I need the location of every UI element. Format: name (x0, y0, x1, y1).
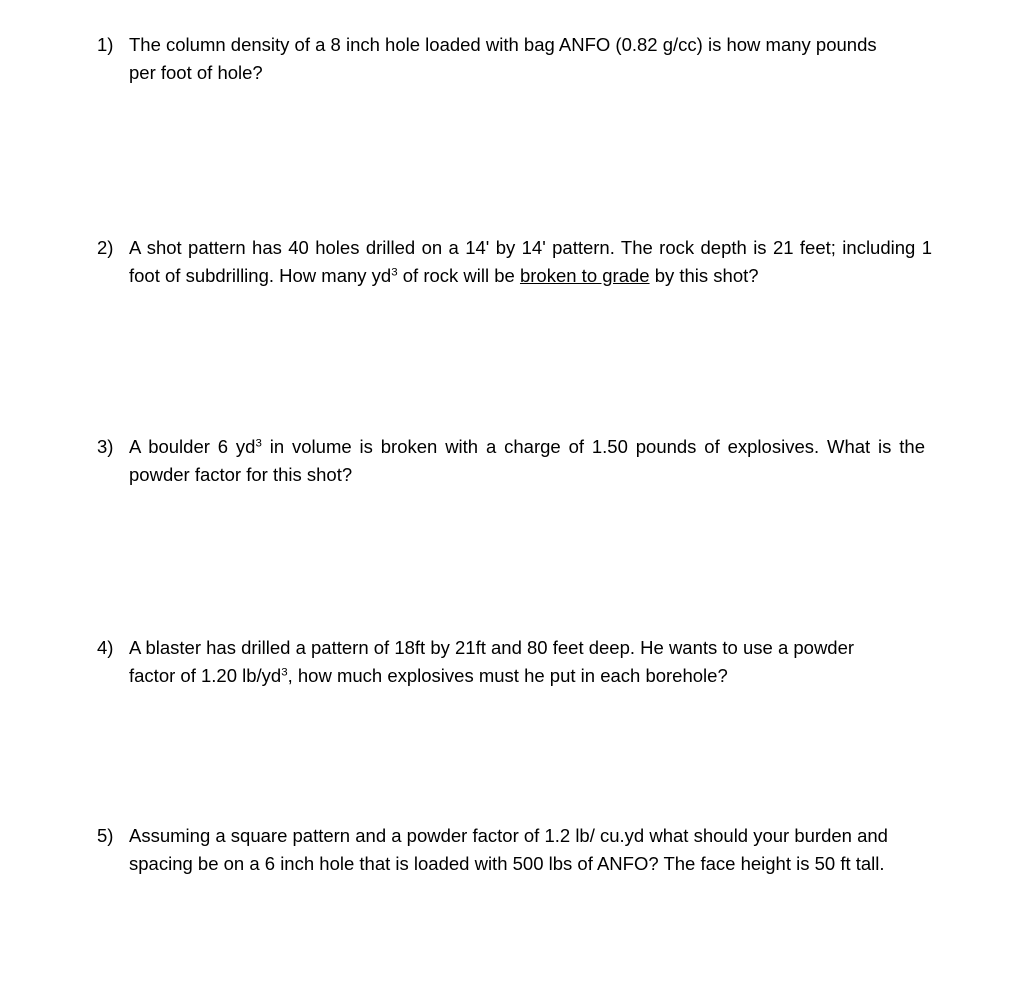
question-4 (97, 634, 937, 690)
question-number: 2) (97, 237, 114, 258)
superscript-cubed: 3 (281, 666, 288, 679)
question-number: 3) (97, 436, 114, 457)
question-number: 5) (97, 825, 114, 846)
question-3 (97, 433, 937, 489)
question-number: 4) (97, 637, 114, 658)
question-5 (97, 822, 937, 878)
superscript-cubed: 3 (255, 437, 262, 450)
superscript-cubed: 3 (391, 266, 398, 279)
question-2 (97, 234, 937, 290)
question-text: A blaster has drilled a pattern of 18ft by 21ft and 80 feet deep. He wants to use a powder factor of 1.20 $lb/yd^3$, how much explosives must he put in each borehole? (129, 637, 855, 686)
question-text: The column density of a 8 inch hole loaded with bag ANFO (0.82 g/cc) is how many pounds per foot of hole? (129, 34, 877, 83)
question-1 (97, 31, 937, 87)
question-text: A boulder 6 $yd^3$ in volume is broken with a charge of 1.50 pounds of explosives. What is the powder factor for this shot? (129, 436, 925, 485)
question-text: Assuming a square pattern and a powder factor of 1.2 lb/ cu.yd what should your burden and spacing be on a 6 inch hole that is loaded with 500 lbs of ANFO? The face height is 50 ft tall. (129, 825, 888, 874)
underlined-phrase: broken to grade (519, 265, 650, 286)
question-number: 1) (97, 34, 114, 55)
question-text: A shot pattern has 40 holes drilled on a 14' by 14' pattern. The rock depth is 21 feet; including 1 foot of subdrilling. How many $yd^3$ of rock will be broken to grade by this shot? (129, 237, 932, 286)
